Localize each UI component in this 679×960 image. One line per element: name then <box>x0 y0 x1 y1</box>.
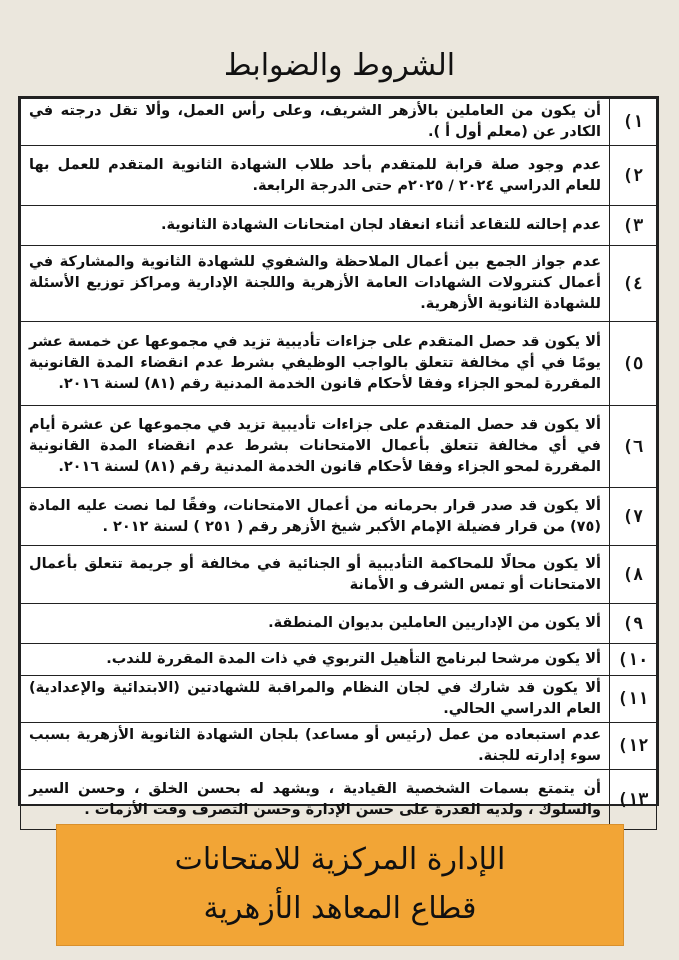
condition-text: ألا يكون مرشحا لبرنامج التأهيل التربوي في ذات المدة المقررة للندب. <box>21 644 610 676</box>
page-title: الشروط والضوابط <box>223 48 456 83</box>
table-row <box>21 99 657 146</box>
table-row <box>21 770 657 830</box>
banner-line-sector: قطاع المعاهد الأزهرية <box>203 891 477 926</box>
table-row <box>21 322 657 406</box>
row-number: ٢) <box>610 146 657 206</box>
row-number: ٨) <box>610 546 657 604</box>
table-row <box>21 146 657 206</box>
condition-text: عدم وجود صلة قرابة للمتقدم بأحد طلاب الشهادة الثانوية المتقدم للعمل بها للعام الدراسي ٢٠٢٤ / ٢٠٢٥م حتى الدرجة الرابعة. <box>21 146 610 206</box>
row-number: ١٢) <box>610 723 657 770</box>
table-row <box>21 723 657 770</box>
condition-text: ألا يكون قد حصل المتقدم على جزاءات تأديبية تزيد في مجموعها عن خمسة عشر يومًا في أي مخالفة تتعلق بالواجب الوظيفي بشرط عدم انقضاء المدة القانونية المقررة لمحو الجزاء وفقا لأحكام قانون الخدمة المدنية رقم (٨١) لسنة ٢٠١٦. <box>21 322 610 406</box>
row-number: ١٠) <box>610 644 657 676</box>
row-number: ١١) <box>610 676 657 723</box>
table-row <box>21 246 657 322</box>
row-number: ٧) <box>610 488 657 546</box>
row-number: ٣) <box>610 206 657 246</box>
row-number: ١٣) <box>610 770 657 830</box>
condition-text: ألا يكون قد حصل المتقدم على جزاءات تأديبية تزيد في مجموعها عن عشرة أيام في أي مخالفة تتعلق بأعمال الامتحانات بشرط عدم انقضاء المدة القانونية المقررة لمحو الجزاء وفقا لأحكام قانون الخدمة المدنية رقم (٨١) لسنة ٢٠١٦. <box>21 406 610 488</box>
conditions-table <box>20 98 657 830</box>
condition-text: ألا يكون قد صدر قرار بحرمانه من أعمال الامتحانات، وفقًا لما نصت عليه المادة (٧٥) من قرار فضيلة الإمام الأكبر شيخ الأزهر رقم ( ٢٥١ ) لسنة ٢٠١٢ . <box>21 488 610 546</box>
condition-text: ألا يكون قد شارك في لجان النظام والمراقبة للشهادتين (الابتدائية والإعدادية) العام الدراسي الحالي. <box>21 676 610 723</box>
issuer-banner <box>56 824 624 946</box>
row-number: ٦) <box>610 406 657 488</box>
table-row <box>21 644 657 676</box>
table-row <box>21 546 657 604</box>
conditions-table-frame <box>18 96 659 818</box>
row-number: ٩) <box>610 604 657 644</box>
condition-text: أن يتمتع بسمات الشخصية القيادية ، ويشهد له بحسن الخلق ، وحسن السير والسلوك ، ولديه القدرة على حسن الإدارة وحسن التصرف وقت الأزمات . <box>21 770 610 830</box>
condition-text: عدم إحالته للتقاعد أثناء انعقاد لجان امتحانات الشهادة الثانوية. <box>21 206 610 246</box>
condition-text: عدم جواز الجمع بين أعمال الملاحظة والشفوي للشهادة الثانوية والمشاركة في أعمال كنترولات الشهادات العامة الأزهرية واللجنة الإدارية ومراكز توزيع الأسئلة للشهادة الثانوية الأزهرية. <box>21 246 610 322</box>
table-row <box>21 206 657 246</box>
row-number: ٥) <box>610 322 657 406</box>
condition-text: ألا يكون من الإداريين العاملين بديوان المنطقة. <box>21 604 610 644</box>
table-row <box>21 406 657 488</box>
table-row <box>21 488 657 546</box>
condition-text: عدم استبعاده من عمل (رئيس أو مساعد) بلجان الشهادة الثانوية الأزهرية بسبب سوء إدارته للجنة. <box>21 723 610 770</box>
row-number: ٤) <box>610 246 657 322</box>
row-number: ١) <box>610 99 657 146</box>
table-row <box>21 676 657 723</box>
condition-text: ألا يكون محالًا للمحاكمة التأديبية أو الجنائية في مخالفة أو جريمة تتعلق بأعمال الامتحانات أو تمس الشرف و الأمانة <box>21 546 610 604</box>
banner-line-administration: الإدارة المركزية للامتحانات <box>174 842 506 877</box>
table-row <box>21 604 657 644</box>
condition-text: أن يكون من العاملين بالأزهر الشريف، وعلى رأس العمل، وألا تقل درجته في الكادر عن (معلم أول أ ). <box>21 99 610 146</box>
